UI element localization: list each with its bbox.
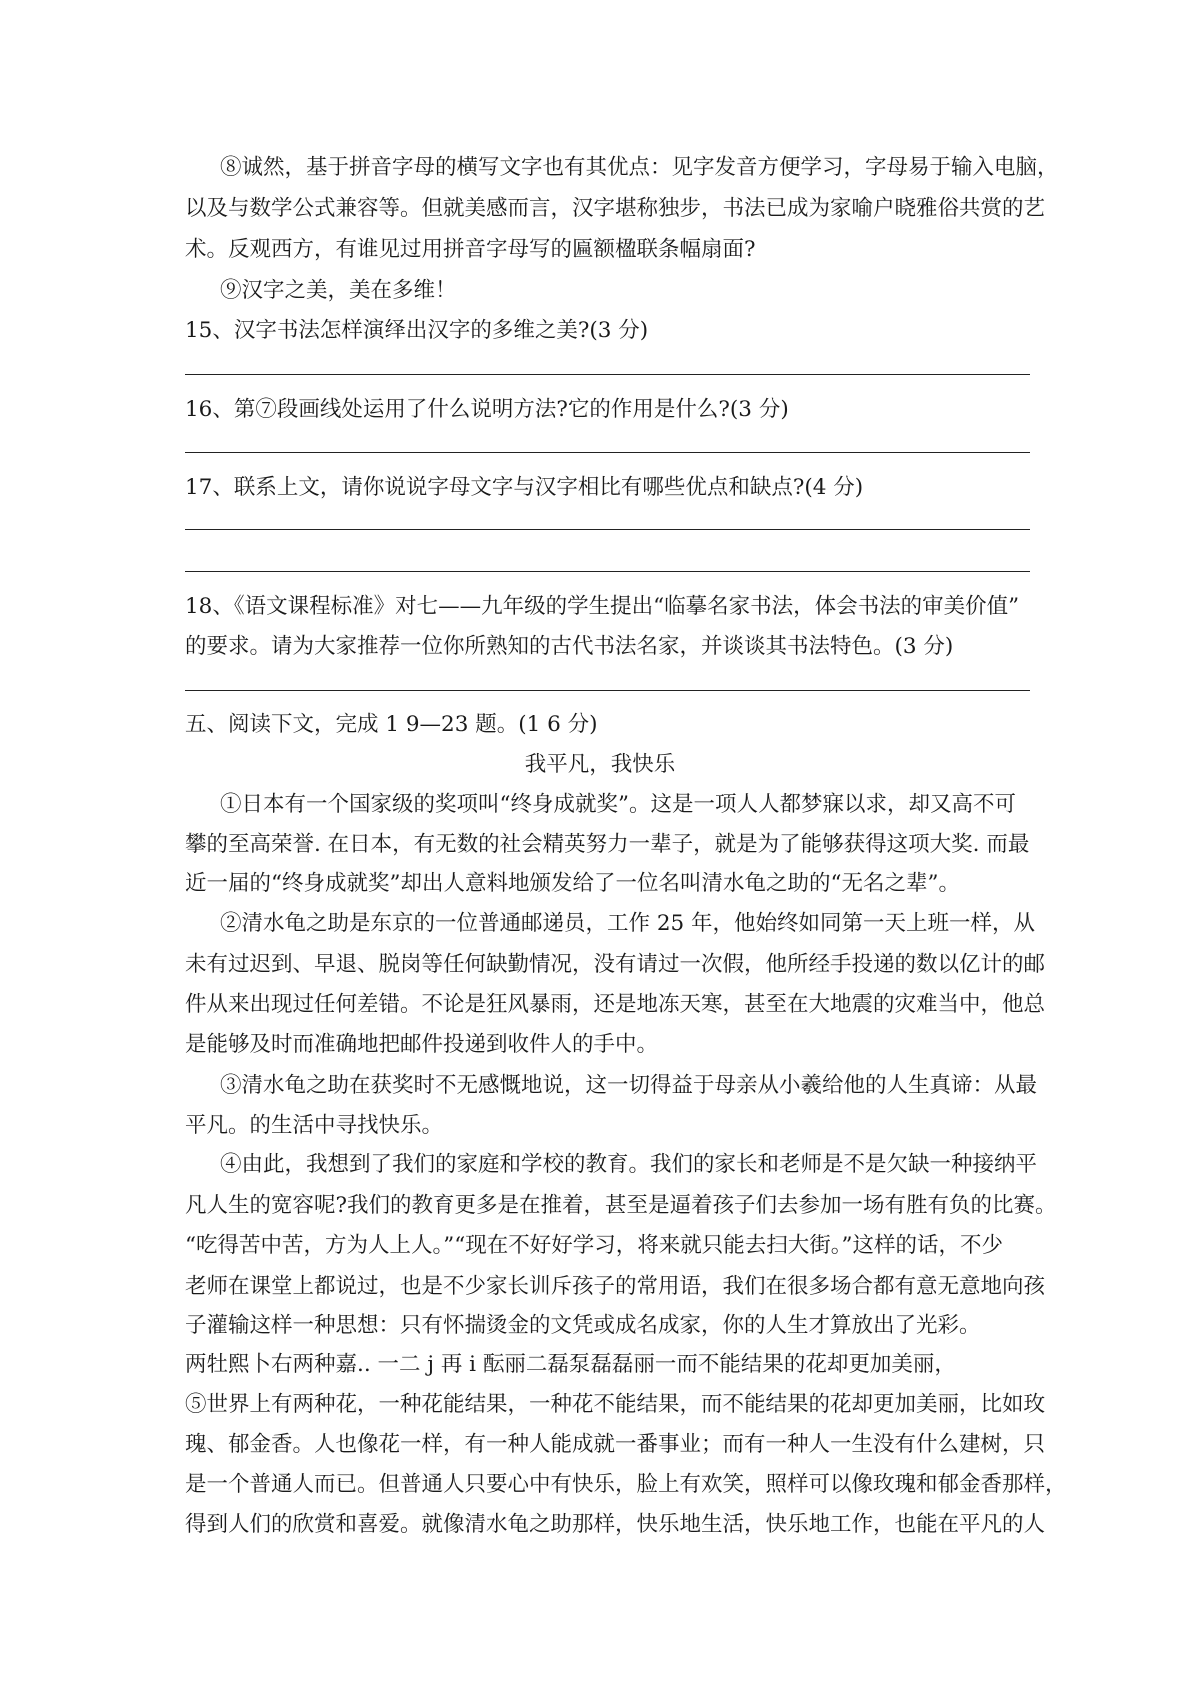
question-17: 17、联系上文，请你说说字母文字与汉字相比有哪些优点和缺点?(4 分): [185, 475, 864, 500]
paragraph-8-line-2: 以及与数学公式兼容等。但就美感而言，汉字堪称独步，书法已成为家喻户晓雅俗共赏的艺: [185, 196, 1046, 221]
answer-line-16: [185, 452, 1030, 453]
question-18-line-2: 的要求。请为大家推荐一位你所熟知的古代书法名家，并谈谈其书法特色。(3 分): [185, 634, 954, 659]
paragraph-5-line-3: 是一个普通人而已。但普通人只要心中有快乐，脸上有欢笑，照样可以像玫瑰和郁金香那样，: [185, 1472, 1067, 1497]
paragraph-2-line-3: 件从来出现过任何差错。不论是狂风暴雨，还是地冻天寒，甚至在大地震的灾难当中，他总: [185, 992, 1046, 1017]
article-title: 我平凡，我快乐: [524, 752, 676, 777]
paragraph-2-line-4: 是能够及时而准确地把邮件投递到收件人的手中。: [185, 1032, 659, 1057]
answer-line-17a: [185, 529, 1030, 530]
paragraph-2-line-1: ②清水龟之助是东京的一位普通邮递员，工作 25 年，他始终如同第一天上班一样，从: [220, 911, 1036, 936]
paragraph-4-line-5: 子灌输这样一种思想：只有怀揣烫金的文凭或成名成家，你的人生才算放出了光彩。: [185, 1313, 981, 1338]
question-15: 15、汉字书法怎样演绎出汉字的多维之美?(3 分): [185, 318, 649, 343]
answer-line-15: [185, 374, 1030, 375]
answer-line-17b: [185, 571, 1030, 572]
paragraph-5-line-4: 得到人们的欣赏和喜爱。就像清水龟之助那样，快乐地生活，快乐地工作，也能在平凡的人: [185, 1512, 1046, 1537]
paragraph-8-line-3: 术。反观西方，有谁见过用拼音字母写的匾额楹联条幅扇面?: [185, 237, 756, 262]
garbled-ocr-line: 两牡熙卜右两种嘉.. 一二 j 再 i 酝丽二磊泵磊磊丽一而不能结果的花却更加美丽，: [185, 1352, 956, 1377]
paragraph-2-line-2: 未有过迟到、早退、脱岗等任何缺勤情况，没有请过一次假，他所经手投递的数以亿计的邮: [185, 952, 1046, 977]
paragraph-4-line-3: “吃得苦中苦，方为人上人。”“现在不好好学习，将来就只能去扫大街。”这样的话，不少: [185, 1233, 1003, 1258]
paragraph-9: ⑨汉字之美，美在多维！: [220, 278, 457, 303]
section-five-heading: 五、阅读下文，完成 1 9—23 题。(1 6 分): [185, 712, 598, 737]
paragraph-1-line-3: 近一届的“终身成就奖”却出人意料地颁发给了一位名叫清水龟之助的“无名之辈”。: [185, 871, 960, 896]
question-16: 16、第⑦段画线处运用了什么说明方法?它的作用是什么?(3 分): [185, 397, 789, 422]
paragraph-4-line-2: 凡人生的宽容呢?我们的教育更多是在推着，甚至是逼着孩子们去参加一场有胜有负的比赛。: [185, 1193, 1057, 1218]
answer-line-18: [185, 690, 1030, 691]
question-18-line-1: 18、《语文课程标准》对七——九年级的学生提出“临摹名家书法，体会书法的审美价值”: [185, 594, 1020, 619]
paragraph-4-line-4: 老师在课堂上都说过，也是不少家长训斥孩子的常用语，我们在很多场合都有意无意地向孩: [185, 1274, 1046, 1299]
paragraph-8-line-1: ⑧诚然，基于拼音字母的横写文字也有其优点：见字发音方便学习，字母易于输入电脑，: [220, 155, 1059, 180]
paragraph-4-line-1: ④由此，我想到了我们的家庭和学校的教育。我们的家长和老师是不是欠缺一种接纳平: [220, 1152, 1038, 1177]
paragraph-1-line-2: 攀的至高荣誉. 在日本，有无数的社会精英努力一辈子，就是为了能够获得这项大奖. 而最: [185, 832, 1030, 857]
paragraph-1-line-1: ①日本有一个国家级的奖项叫“终身成就奖”。这是一项人人都梦寐以求，却又高不可: [220, 792, 1016, 817]
paragraph-5-line-1: ⑤世界上有两种花，一种花能结果，一种花不能结果，而不能结果的花却更加美丽，比如玫: [185, 1392, 1046, 1417]
paragraph-3-line-2: 平凡。的生活中寻找快乐。: [185, 1113, 444, 1138]
paragraph-5-line-2: 瑰、郁金香。人也像花一样，有一种人能成就一番事业；而有一种人一生没有什么建树，只: [185, 1432, 1046, 1457]
paragraph-3-line-1: ③清水龟之助在获奖时不无感慨地说，这一切得益于母亲从小羲给他的人生真谛：从最: [220, 1073, 1038, 1098]
